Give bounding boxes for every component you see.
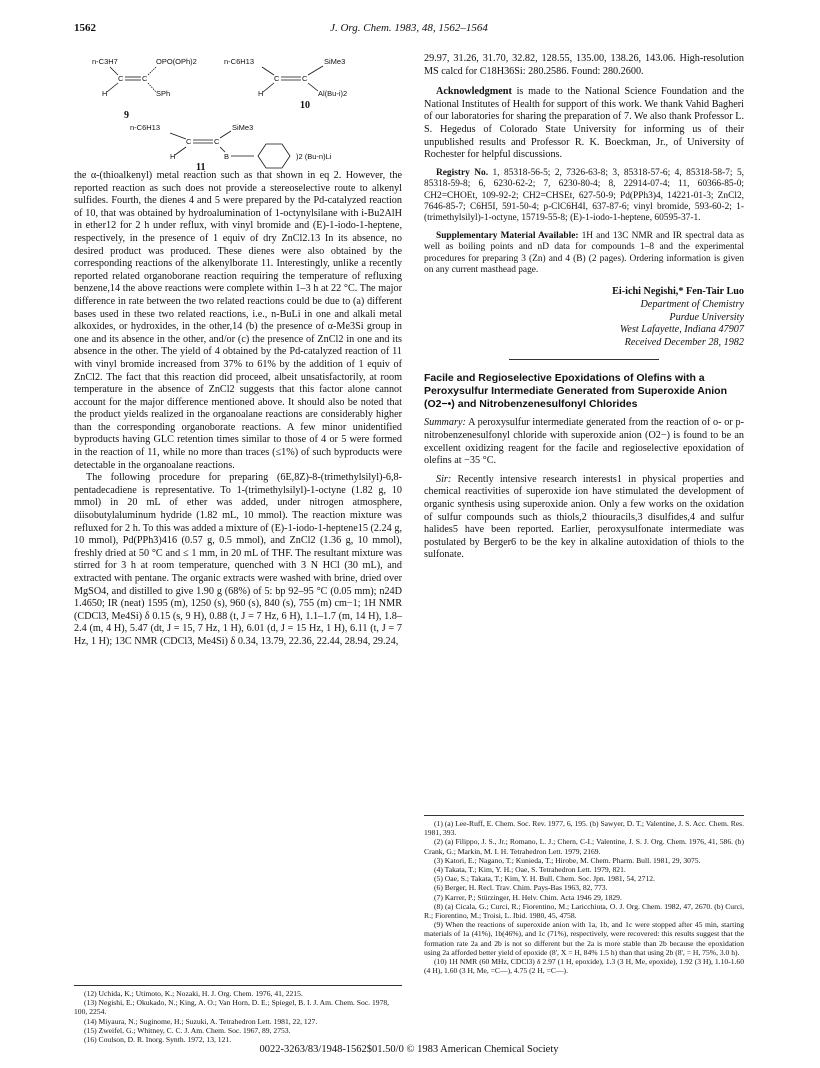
footnote-15: (15) Zweifel, G.; Whitney, C. C. J. Am. Chem. Soc. 1967, 89, 2753. — [84, 1025, 291, 1035]
article-separator — [509, 359, 659, 360]
registry-numbers — [424, 168, 744, 225]
supp-heading: Supplementary Material Available: — [436, 230, 579, 241]
footnote-7: (7) Karrer, P.; Stürzinger, H. Helv. Chim. Acta 1946 29, 1829. — [434, 892, 622, 902]
s10-label: 10 — [300, 100, 310, 111]
sir-heading: Sir: — [436, 473, 452, 485]
s10-sub1: n-C6H13 — [224, 57, 255, 66]
structure-9 — [92, 57, 197, 121]
affiliation-city: West Lafayette, Indiana 47907 — [619, 324, 744, 336]
summary-heading: Summary: — [424, 417, 466, 429]
sir-text: Recently intensive research interests1 in physical properties and chemical reactivities of superoxide ion have stimulated the development of organic synthesis using superoxide anion. Only a few works on the oxidation of sulfur compounds such as thiols,2 thiouracils,3 disulfides,4 and sulfur halides5 have been reported. Earlier, peroxysulfonate intermediate was postulated by Berger6 to be the key in alkaline autoxidation of thiols to the sulfonate. — [424, 473, 744, 561]
registry-heading: Registry No. — [436, 167, 489, 178]
footnote-2: (2) (a) Filippo, J. S., Jr.; Romano, L. J.; Chern, C-I.; Valentine, J. S. J. Org. Chem. 1976, 41, 586. (b) Crank, G.; Markin, M. I. H. Tetrahedron Lett. 1979, 2169. — [424, 837, 744, 856]
page-number: 1562 — [74, 22, 96, 34]
left-column — [74, 170, 402, 649]
right-footnotes — [424, 815, 744, 975]
s9-sub4: SPh — [156, 89, 171, 98]
s9-label: 9 — [124, 110, 129, 121]
footnote-16: (16) Coulson, D. R. Inorg. Synth. 1972, 13, 121. — [84, 1035, 232, 1045]
s9-sub2: OPO(OPh)2 — [156, 57, 197, 66]
s11-label: 11 — [196, 162, 206, 170]
s10-c2: C — [302, 74, 308, 83]
authors: Ei-ichi Negishi,* Fen-Tair Luo — [612, 286, 744, 298]
summary-text: A peroxysulfur intermediate generated from the reaction of o- or p-nitrobenzenesulfonyl chloride with superoxide anion (O2−) is found to be an excellent oxidizing reagent for the facile and regioselective epoxidation of olefins at −35 °C. — [424, 417, 744, 467]
s11-c2: C — [214, 137, 220, 146]
s9-c2: C — [142, 74, 148, 83]
sir-paragraph — [424, 474, 744, 562]
left-footnotes — [74, 985, 402, 1044]
nmr-continuation: 29.97, 31.26, 31.70, 32.82, 128.55, 135.00, 138.26, 143.06. High-resolution MS calcd for C18H36Si: 280.2586. Found: 280.2600. — [424, 53, 744, 77]
footnote-5: (5) Oae, S.; Takata, T.; Kim, Y. H. Bull. Chem. Soc. Jpn. 1981, 54, 2712. — [434, 874, 655, 884]
s10-c1: C — [274, 74, 280, 83]
footnote-9: (9) When the reactions of superoxide anion with 1a, 1b, and 1c were stopped after 45 min, starting materials of 1a (41%), 1b(46%), and 1c (71%), respectively, were recovered: this results suggest that the formation rate 2a and 2b is not so different but the 2a is more stable than 2b because the epoxidation using 2a afforded better yield of epoxide (8', X = H, 84% 1.5 h) than that using 2b (8', = H, 75%, 3.0 h). — [424, 920, 744, 957]
structures-figure — [74, 50, 404, 170]
left-para-2: The following procedure for preparing (6E,8Z)-8-(trimethylsilyl)-6,8-pentadecadiene is representative. To 1-(trimethylsilyl)-1-octyne (1.82 g, 10 mmol) in 20 mL of ether was added, under nitrogen atmosphere, diisobutylaluminum hydride (1.82 mL, 10 mmol). The reaction mixture was refluxed for 2 h. To this was added a mixture of (E)-1-iodo-1-heptene15 (2.24 g, 10 mmol), Pd(PPh3)416 (0.57 g, 0.5 mmol), and ZnCl2 (1.36 g, 10 mmol), freshly dried at 50 °C and ≤ 1 mm, in 20 mL of THF. The resultant mixture was stirred for 3 h at room temperature, quenched with 3 N HCl (30 mL), and extracted with pentane. The organic extracts were washed with brine, dried over MgSO4, and distilled to give 1.90 g (68%) of 5: bp 92–95 °C (0.05 mm); n24D 1.4650; IR (neat) 1595 (m), 1250 (s), 960 (s), 840 (s), 755 (m) cm−1; 1H NMR (CDCl3, Me4Si) δ 0.15 (s, 9 H), 0.88 (t, J = 7 Hz, 6 H), 1.1–1.7 (m, 14 H), 1.8–2.4 (m, 4 H), 5.47 (dt, J = 15, 7 Hz, 1 H), 6.01 (d, J = 15 Hz, 1 H), 6.11 (t, J = 7 Hz, 1 H); 13C NMR (CDCl3, Me4Si) δ 0.34, 13.79, 22.36, 22.44, 28.94, 29.24, — [74, 472, 402, 647]
supplementary-material — [424, 231, 744, 277]
right-column — [424, 53, 744, 562]
s9-c1: C — [118, 74, 124, 83]
summary — [424, 417, 744, 467]
footnote-3: (3) Katori, E.; Nagano, T.; Kunieda, T.; Hirobe, M. Chem. Pharm. Bull. 1981, 29, 3075. — [434, 855, 701, 865]
footnote-1: (1) (a) Lee-Ruff, E. Chem. Soc. Rev. 1977, 6, 195. (b) Sawyer, D. T.; Valentine, J. S. Acc. Chem. Res. 1981, 393. — [424, 819, 744, 838]
registry-text: 1, 85318-56-5; 2, 7326-63-8; 3, 85318-57-6; 4, 85318-58-7; 5, 85318-59-8; 6, 6230-62-2; 7, 6230-80-4; 8, 22914-07-4; 11, 60366-85-0; CH2=CHOEt, 109-92-2; CH2=CHSEt, 627-50-9; Pd(PPh3)4, 14221-01-3; ZnCl2, 7646-85-7; C6H5I, 591-50-4; p-ClC6H4I, 637-87-6; vinyl bromide, 593-60-2; 1-(trimethylsilyl)-1-octyne, 15719-55-8; (E)-1-iodo-1-heptene, 60595-37-1. — [424, 167, 744, 224]
footnote-10: (10) 1H NMR (60 MHz, CDCl3) δ 2.97 (1 H, epoxide), 1.3 (3 H, Me, epoxide), 1.92 (3 H), 1.10-1.60 (4 H), 1.60 (3 H, Me, =C—), 4.75 (2 H, =C—). — [424, 957, 744, 976]
structure-10 — [224, 57, 347, 111]
left-para-1: the α-(thioalkenyl) metal reaction such as that shown in eq 2. However, the reported reaction as such does not provide a stereoselective route to alkenyl sulfides. Fourth, the dienes 4 and 5 were prepared by the Pd-catalyzed reaction of 10, that was obtained by hydroalumination of 1-octynylsilane with i-Bu2AlH in ether12 for 2 h under reflux, with vinyl bromide and (E)-1-iodo-1-heptene, respectively, in the presence of 1 equiv of dry ZnCl2.13 In its absence, no desired product was produced. These dienes were also obtained by the corresponding reactions of the alkenylborate 11. Interestingly, unlike a recently reported related organoborane reaction requiring the temperature of refluxing benzene,14 the above reactions were complete within 1–3 h at 22 °C. The major difference in rate between the two related reactions could be due to (a) different bases used in these two related reactions, i.e., n-BuLi in one and alkali metal alkoxides, or hydroxides, in the other,14 (b) the presence of α-Me3Si group in one and its absence in the other, and/or (c) the presence of ZnCl2 in one and its absence in the other. The yield of 4 obtained by the Pd-catalyzed reaction of 11 with vinyl bromide increased from 37% to 61% by the addition of 1 equiv of ZnCl2. The fact that this reaction did proceed, albeit unsatisfactorily, at room temperature in the absence of ZnCl2 suggests that this factor alone cannot account for the major difference mentioned above. It should also be noted that the product yields realized in the organoalane reactions are considerably higher than the corresponding organoborate reactions. A few minor unidentified byproducts having GLC retention times similar to those of 4 or 5 were formed in the reaction of 11, while no more than traces (≤1%) of such byproducts were detectable in the organoalane reactions. — [74, 170, 402, 471]
structure-11 — [130, 123, 332, 170]
running-header — [74, 22, 744, 40]
supp-text: 1H and 13C NMR and IR spectral data as well as boiling points and nD data for compounds 1–8 and the experimental procedures for preparing 3 (Zn) and 4 (B) (2 pages). Ordering information is given on any current masthead page. — [424, 230, 744, 275]
cyclohexane-ring — [258, 144, 290, 168]
footnote-4: (4) Takata, T.; Kim, Y. H.; Oae, S. Tetrahedron Lett. 1979, 821. — [434, 865, 626, 875]
s9-sub3: H — [102, 89, 108, 98]
s11-sub3: H — [170, 152, 176, 161]
footnote-14: (14) Miyaura, N.; Suginome, H.; Suzuki, A. Tetrahedron Lett. 1981, 22, 127. — [84, 1016, 318, 1026]
s11-sub2: SiMe3 — [232, 123, 254, 132]
received-date: Received December 28, 1982 — [624, 336, 744, 348]
footnote-rule-right — [424, 815, 744, 816]
chemical-structures — [74, 50, 404, 170]
s10-sub2: SiMe3 — [324, 57, 346, 66]
footnote-12: (12) Uchida, K.; Utimoto, K.; Nozaki, H. J. Org. Chem. 1976, 41, 2215. — [84, 989, 303, 998]
ack-heading: Acknowledgment — [436, 86, 512, 98]
s11-sub1: n-C6H13 — [130, 123, 161, 132]
acknowledgment — [424, 86, 744, 162]
affiliation-dept: Department of Chemistry — [640, 299, 744, 310]
journal-citation: J. Org. Chem. 1983, 48, 1562–1564 — [330, 22, 488, 34]
footnote-6: (6) Berger, H. Recl. Trav. Chim. Pays-Bas 1963, 82, 773. — [434, 883, 608, 893]
s11-sub4: B — [224, 152, 230, 161]
footnote-rule — [74, 985, 402, 986]
s11-sub5: )2 (Bu-n)Li — [296, 152, 332, 161]
s10-sub4: Al(Bu-i)2 — [318, 89, 348, 98]
footnote-8: (8) (a) Cicala, G.; Curci, R.; Fiorentino, M.; Laricchiuta, O. J. Org. Chem. 1982, 47, 2670. (b) Curci, R.; Fiorentino, M.; Troisi, L. Ibid. 1980, 45, 4758. — [424, 901, 744, 921]
footnote-13: (13) Negishi, E.; Okukado, N.; King, A. O.; Van Horn, D. E.; Spiegel, B. I. J. Am. Chem. Soc. 1978, 100, 2254. — [74, 998, 390, 1017]
ack-text: is made to the National Science Foundation and the National Institutes of Health for support of this work. We thank Vahid Bagheri of our laboratories for sharing the preparation of 7. We also thank Professor L. S. Hegedus of Colorado State University for informing us of their unpublished results and Professor R. K. Boeckman, Jr., of University of Rochester for helpful discussions. — [424, 86, 744, 161]
s9-sub1: n-C3H7 — [92, 57, 118, 66]
affiliation-univ: Purdue University — [669, 311, 744, 323]
page-footer: 0022-3263/83/1948-1562$01.50/0 © 1983 American Chemical Society — [259, 1044, 559, 1055]
article-title: Facile and Regioselective Epoxidations of Olefins with a Peroxysulfur Intermediate Generated from Superoxide Anion (O2−•) and Nitrobenzenesulfonyl Chlorides — [424, 372, 728, 411]
s11-c1: C — [186, 137, 192, 146]
s10-sub3: H — [258, 89, 264, 98]
